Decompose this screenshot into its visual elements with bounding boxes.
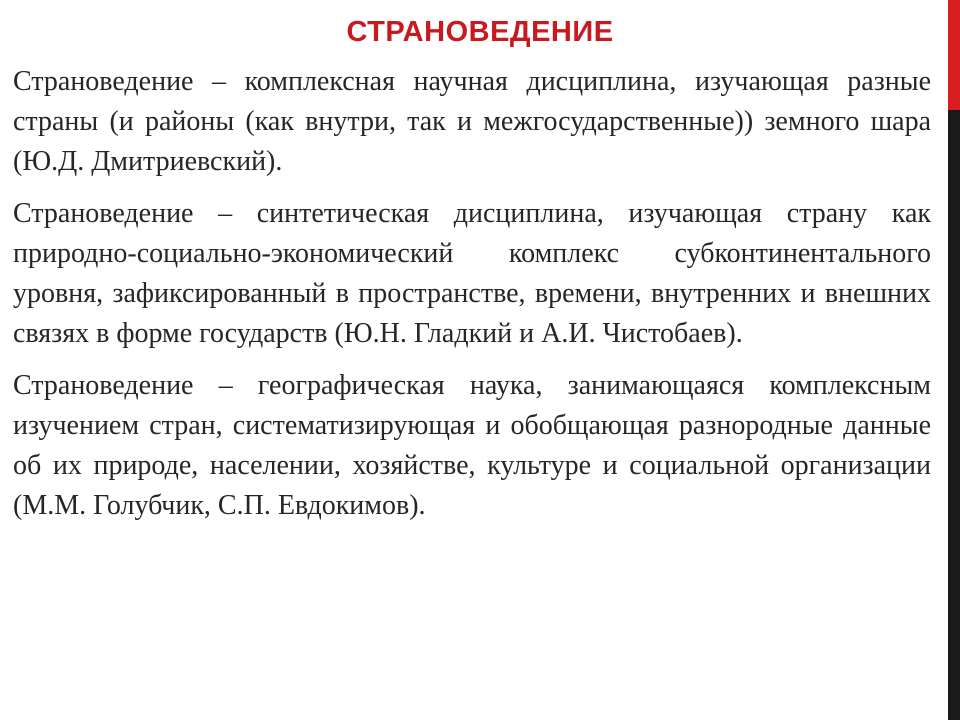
definition-paragraph-1: Страноведение – комплексная научная дисциплина, изучающая разные страны (и районы (как внутри, так и межгосударственные)) земного шара (Ю.Д. Дмитриевский). <box>13 66 931 177</box>
slide-content <box>13 62 931 538</box>
definition-paragraph-3: Страноведение – географическая наука, занимающаяся комплексным изучением стран, систематизирующая и обобщающая разнородные данные об их природе, населении, хозяйстве, культуре и социальной организации (М.М. Голубчик, С.П. Евдокимов). <box>13 370 931 521</box>
slide-title: СТРАНОВЕДЕНИЕ <box>346 16 614 48</box>
accent-bar <box>948 0 960 720</box>
definition-paragraph-2: Страноведение – синтетическая дисциплина, изучающая страну как природно-социально-экономический комплекс субконтинентального уровня, зафиксированный в пространстве, времени, внутренних и внешних связях в форме государств (Ю.Н. Гладкий и А.И. Чистобаев). <box>13 198 931 349</box>
